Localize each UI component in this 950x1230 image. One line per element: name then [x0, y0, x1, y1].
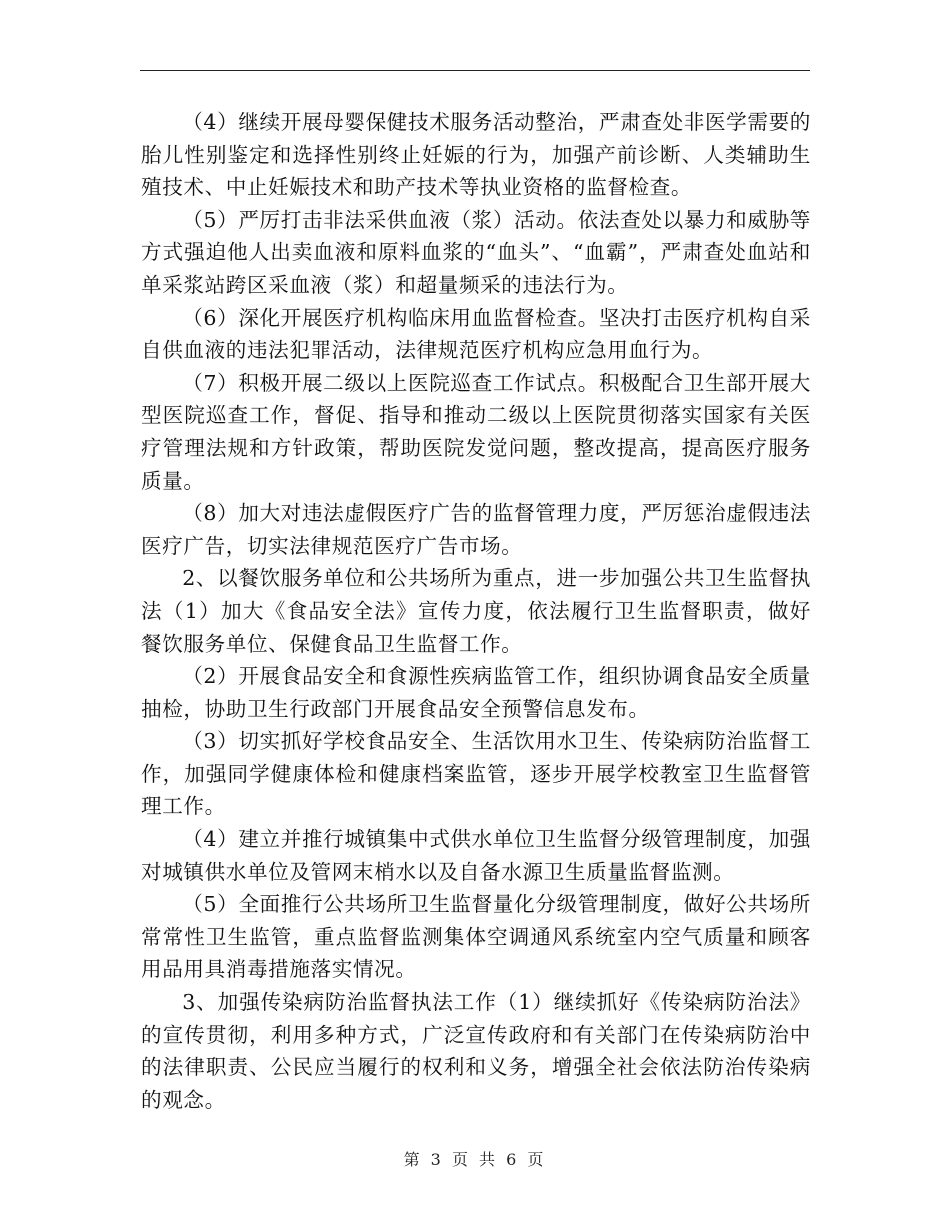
paragraph: （5）全面推行公共场所卫生监督量化分级管理制度，做好公共场所常常性卫生监管，重点监督监测集体空调通风系统室内空气质量和顾客用品用具消毒措施落实情况。 [141, 892, 811, 982]
paragraph: （5）严厉打击非法采供血液（浆）活动。依法查处以暴力和威胁等方式强迫他人出卖血液和原料血浆的“血头”、“血霸”，严肃查处血站和单采浆站跨区采血液（浆）和超量频采的违法行为。 [141, 207, 811, 297]
paragraph: （3）切实抓好学校食品安全、生活饮用水卫生、传染病防治监督工作，加强同学健康体检和健康档案监管，逐步开展学校教室卫生监督管理工作。 [141, 729, 811, 819]
paragraph: 2、以餐饮服务单位和公共场所为重点，进一步加强公共卫生监督执法（1）加大《食品安全法》宣传力度，依法履行卫生监督职责，做好餐饮服务单位、保健食品卫生监督工作。 [141, 566, 811, 656]
paragraph: （7）积极开展二级以上医院巡查工作试点。积极配合卫生部开展大型医院巡查工作，督促、指导和推动二级以上医院贯彻落实国家有关医疗管理法规和方针政策，帮助医院发觉问题，整改提高，提高医疗服务质量。 [141, 370, 811, 493]
paragraph: （4）继续开展母婴保健技术服务活动整治，严肃查处非医学需要的胎儿性别鉴定和选择性别终止妊娠的行为，加强产前诊断、人类辅助生殖技术、中止妊娠技术和助产技术等执业资格的监督检查。 [141, 110, 811, 200]
paragraph: 3、加强传染病防治监督执法工作（1）继续抓好《传染病防治法》的宣传贯彻，利用多种方式，广泛宣传政府和有关部门在传染病防治中的法律职责、公民应当履行的权利和义务，增强全社会依法防治传染病的观念。 [141, 990, 811, 1112]
page-number: 第 3 页 共 6 页 [403, 1150, 547, 1169]
header-rule [140, 70, 810, 71]
paragraph: （8）加大对违法虚假医疗广告的监督管理力度，严厉惩治虚假违法医疗广告，切实法律规范医疗广告市场。 [141, 501, 811, 558]
paragraph: （4）建立并推行城镇集中式供水单位卫生监督分级管理制度，加强对城镇供水单位及管网末梢水以及自备水源卫生质量监督监测。 [141, 827, 811, 884]
paragraph: （6）深化开展医疗机构临床用血监督检查。坚决打击医疗机构自采自供血液的违法犯罪活动，法律规范医疗机构应急用血行为。 [141, 305, 811, 363]
document-body [141, 106, 811, 1116]
paragraph: （2）开展食品安全和食源性疾病监管工作，组织协调食品安全质量抽检，协助卫生行政部门开展食品安全预警信息发布。 [141, 664, 811, 721]
